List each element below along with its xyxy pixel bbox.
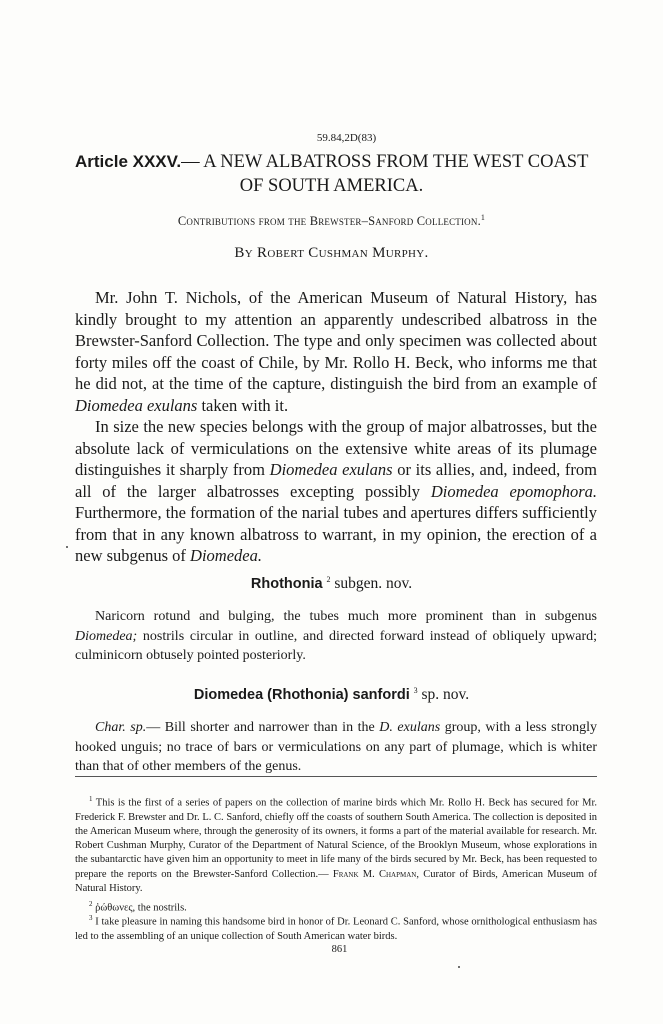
paragraph-text: taken with it. bbox=[197, 395, 289, 415]
footnote-text: Curator of Birds, American Museum of Natural History. bbox=[75, 868, 597, 894]
taxon-name: Diomedea epomophora. bbox=[430, 481, 597, 501]
subgenus-name: Rhothonia bbox=[250, 576, 323, 593]
footnote-1 bbox=[75, 792, 597, 896]
taxon-name: D. exulans bbox=[379, 720, 441, 735]
paragraph-text: or its allies, and, indeed, from all of the larger albatrosses excepting possibly bbox=[75, 460, 597, 501]
contributions-text: Contributions from the Brewster–Sanford Collection. bbox=[177, 214, 481, 229]
description-text: Naricorn rotund and bulging, the tubes much more prominent than in subgenus bbox=[95, 609, 597, 624]
taxon-name: Diomedea; bbox=[75, 628, 138, 644]
species-name: Diomedea (Rhothonia) sanfordi bbox=[193, 687, 410, 704]
subgenus-suffix: subgen. nov. bbox=[330, 575, 413, 593]
article-title-line1 bbox=[75, 152, 605, 173]
taxon-name: Diomedea exulans bbox=[269, 460, 393, 479]
paragraph-text: Furthermore, the formation of the narial tubes and apertures differs sufficiently from that in any known albatross to warrant, in my opinion, the erection of a new subgenus of bbox=[75, 503, 597, 565]
paragraph-text: In size the new species belongs with the group of major albatrosses, but the absolute lack of vermiculations on the extensive white areas of its plumage distinguishes it sharply from bbox=[75, 417, 597, 479]
footnote-signature: Frank M. Chapman, bbox=[332, 868, 419, 880]
footnote-text: ῥώθωνες, the nostrils. bbox=[95, 902, 187, 914]
description-text: group, with a less strongly hooked unguis; no trace of bars or vermiculations on any part of plumage, which is whiter than that of other members of the genus. bbox=[75, 720, 598, 774]
footnote-text: I take pleasure in naming this handsome bird in honor of Dr. Leonard C. Sanford, whose ornithological enthusiasm has led to the assembling of an unique collection of South American water birds. bbox=[75, 916, 597, 942]
contributions-heading bbox=[0, 213, 663, 229]
page-number: 861 bbox=[331, 944, 348, 955]
paragraph-text: Mr. John T. Nichols, of the American Museum of Natural History, has kindly brought to my attention an apparently undescribed albatross in the Brewster-Sanford Collection. The type and only specimen was collected about forty miles off the coast of Chile, by Mr. Rollo H. Beck, who informs me that he did not, at the time of the capture, distinguish the bird from an example of bbox=[75, 288, 597, 393]
footnote-ref-2: 2 bbox=[326, 575, 331, 584]
taxon-name: Diomedea exulans bbox=[75, 395, 198, 415]
footnote-ref-3: 3 bbox=[413, 686, 418, 695]
body-paragraph-2 bbox=[75, 416, 597, 567]
description-text: nostrils circular in outline, and directed forward instead of obliquely upward; culminicorn obtusely pointed posteriorly. bbox=[75, 628, 597, 663]
footnote-number: 3 bbox=[89, 914, 93, 922]
footnote-text: This is the first of a series of papers on the collection of marine birds which Mr. Rollo H. Beck has secured for Mr. Frederick F. Brewster and Dr. L. C. Sanford, chiefly off the coasts of southern South America. The collection is deposited in the American Museum where, through the generosity of its owners, it forms a part of the material available for research. Mr. Robert Cushman Murphy, Curator of the Department of Natural Science, of the Brooklyn Museum, whose explorations in the subantarctic have given him an opportunity to meet in life many of the birds secured by Mr. Beck, has been requested to prepare the reports on the Brewster-Sanford Collection.— bbox=[75, 797, 598, 880]
species-suffix: sp. nov. bbox=[417, 686, 470, 704]
print-speck bbox=[458, 966, 460, 968]
description-text: — Bill shorter and narrower than in the bbox=[146, 720, 380, 735]
species-description bbox=[75, 718, 597, 777]
print-speck bbox=[66, 546, 68, 548]
footnote-3 bbox=[75, 911, 597, 944]
footnote-number: 1 bbox=[89, 795, 93, 803]
article-title-text: — A NEW ALBATROSS FROM THE WEST COAST bbox=[181, 152, 589, 172]
footnote-number: 2 bbox=[89, 900, 93, 908]
char-label: Char. sp. bbox=[95, 720, 147, 735]
taxon-name: Diomedea. bbox=[190, 546, 262, 565]
species-heading bbox=[0, 686, 663, 704]
subgenus-heading bbox=[0, 575, 663, 593]
subgenus-description bbox=[75, 607, 597, 666]
footnote-ref-1: 1 bbox=[480, 213, 486, 222]
footnote-divider bbox=[75, 776, 597, 777]
article-title-line2: OF SOUTH AMERICA. bbox=[239, 176, 424, 196]
article-label: Article XXXV. bbox=[75, 152, 182, 171]
body-paragraph-1 bbox=[75, 287, 597, 416]
classification-number: 59.84,2D(83) bbox=[316, 132, 377, 144]
byline: By Robert Cushman Murphy. bbox=[234, 245, 429, 261]
